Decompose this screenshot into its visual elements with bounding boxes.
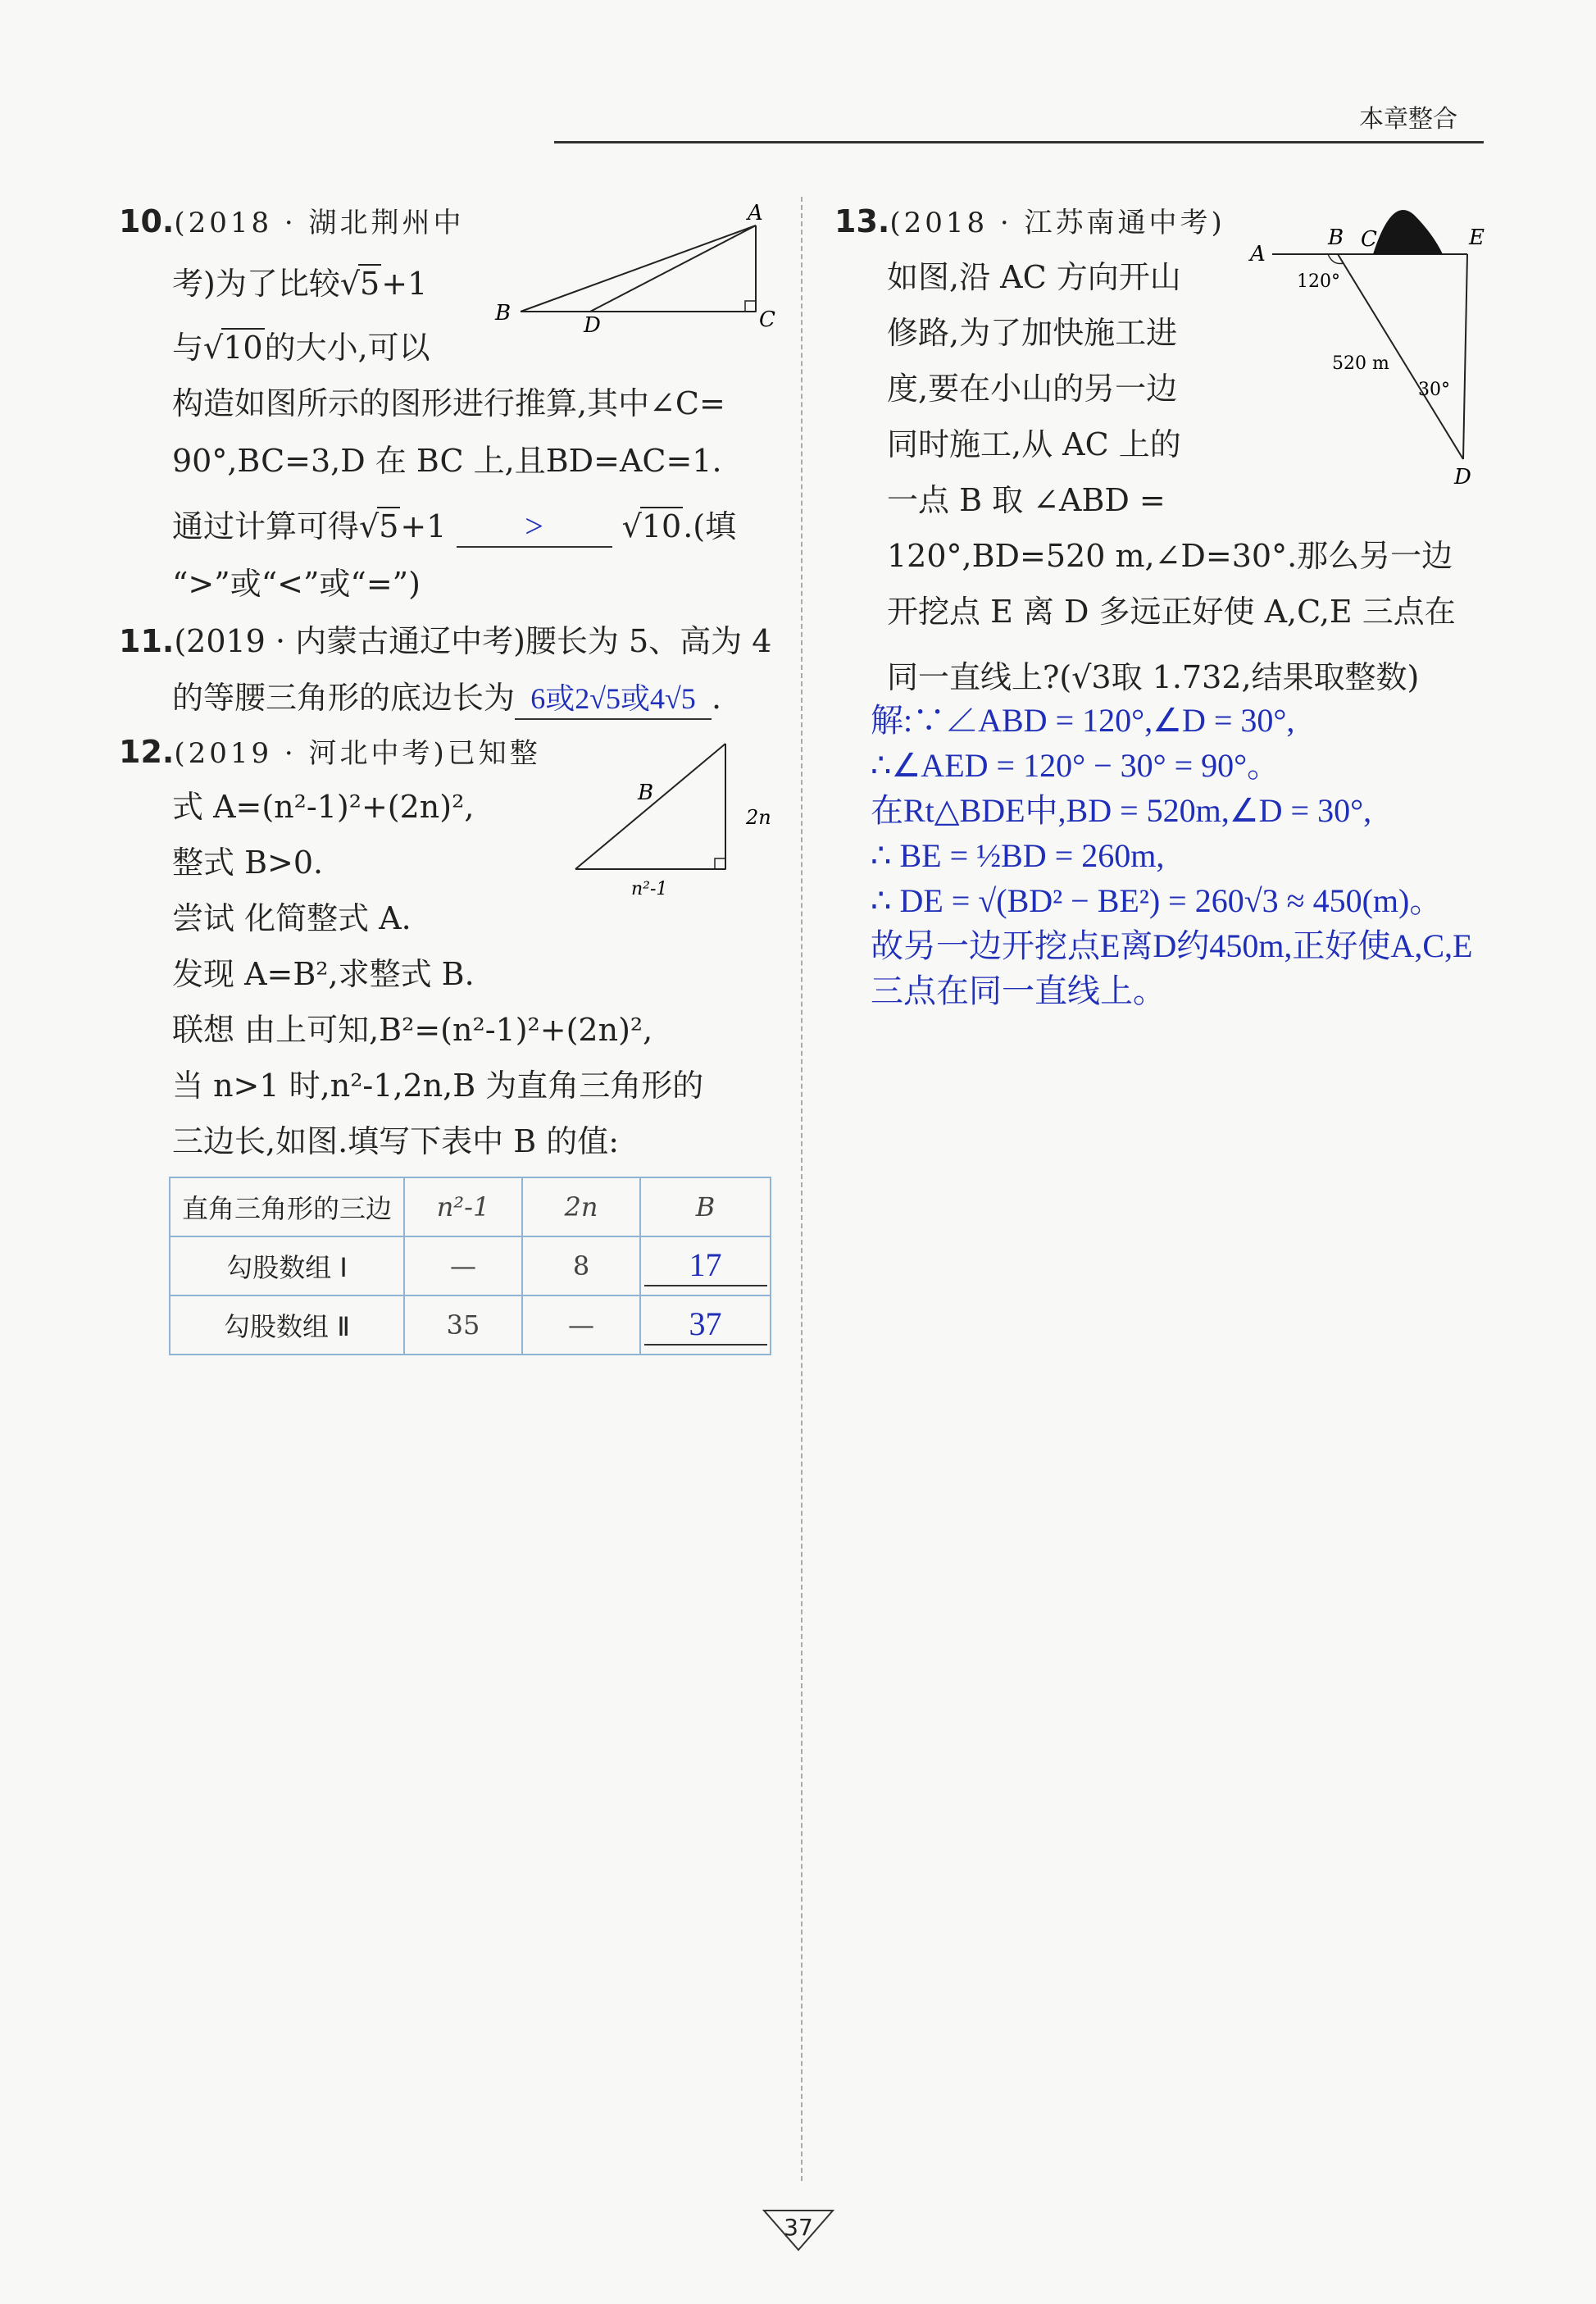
- q13-text-line6: 一点 B 取 ∠ABD =: [887, 482, 1166, 518]
- q13-text-line7: 120°,BD=520 m,∠D=30°.那么另一边: [887, 538, 1453, 574]
- q12-text-line3: 整式 B>0.: [172, 845, 324, 881]
- angle-label: 30°: [1418, 380, 1450, 400]
- solution-line: 三点在同一直线上。: [871, 972, 1166, 1009]
- mountain-icon: [1373, 210, 1443, 254]
- header-rule: [554, 141, 1484, 143]
- cell: —: [522, 1295, 640, 1355]
- solution-line: ∴ BE = ½BD = 260m,: [871, 837, 1165, 874]
- table-header: B: [640, 1177, 771, 1236]
- q12-text-line4: 尝试 化简整式 A.: [172, 900, 412, 936]
- q11-text-line2: 的等腰三角形的底边长为 6或2√5或4√5 .: [172, 679, 721, 720]
- label-C: C: [759, 307, 775, 332]
- cell: 8: [522, 1236, 640, 1295]
- question-source: (2019 · 河北中考)已知整: [174, 737, 541, 770]
- cell: 35: [404, 1295, 522, 1355]
- table-header: 直角三角形的三边: [170, 1177, 404, 1236]
- q12-answer-2: 37: [689, 1305, 722, 1342]
- solution-line: ∴ DE = √(BD² − BE²) = 260√3 ≈ 450(m)。: [871, 882, 1443, 919]
- question-source: (2018 · 湖北荆州中: [174, 207, 465, 239]
- label-E: E: [1469, 225, 1485, 250]
- question-source: (2018 · 江苏南通中考): [889, 207, 1225, 239]
- q13-figure: [1246, 197, 1508, 492]
- q13-text-line9: 同一直线上?(√3取 1.732,结果取整数): [887, 659, 1420, 695]
- angle-label: 120°: [1297, 271, 1340, 292]
- q13-text-line4: 度,要在小山的另一边: [887, 371, 1178, 407]
- answer-cell: [640, 1236, 771, 1295]
- length-label: 520 m: [1332, 353, 1389, 374]
- q13-text-line3: 修路,为了加快施工进: [887, 315, 1178, 351]
- row-label: 勾股数组 Ⅰ: [170, 1236, 404, 1295]
- label-n2-1: n²-1: [631, 879, 668, 899]
- table-header: 2n: [522, 1177, 640, 1236]
- q12-text-line5: 发现 A=B²,求整式 B.: [172, 956, 475, 992]
- q10-text-line7: “>”或“<”或“=”): [172, 566, 421, 602]
- label-C: C: [1361, 227, 1377, 252]
- q10-figure: [492, 197, 787, 336]
- question-number: 11.: [119, 623, 175, 659]
- label-B: B: [638, 781, 654, 805]
- row-label: 勾股数组 Ⅱ: [170, 1295, 404, 1355]
- q12-text-line2: 式 A=(n²-1)²+(2n)²,: [172, 789, 475, 825]
- table-row: [170, 1295, 771, 1355]
- q12-text-line8: 三边长,如图.填写下表中 B 的值:: [172, 1123, 620, 1159]
- table-row: [170, 1236, 771, 1295]
- q12-table: [169, 1177, 771, 1355]
- solution-line: 解:∵∠ABD = 120°,∠D = 30°,: [871, 702, 1295, 739]
- label-D: D: [584, 313, 601, 336]
- label-A: A: [1250, 242, 1266, 266]
- chapter-title: 本章整合: [1359, 105, 1457, 134]
- solution-line: ∴∠AED = 120° − 30° = 90°。: [871, 747, 1280, 784]
- q12-text-line7: 当 n>1 时,n²-1,2n,B 为直角三角形的: [172, 1068, 704, 1104]
- q10-text-line6: 通过计算可得√5+1 > √10.(填: [172, 507, 736, 548]
- q13-text-line2: 如图,沿 AC 方向开山: [887, 259, 1181, 295]
- q12-figure: [566, 734, 795, 914]
- label-B: B: [1328, 225, 1344, 250]
- column-divider: [801, 197, 803, 2181]
- page-number: 37: [784, 2214, 813, 2241]
- q10-answer: >: [525, 508, 543, 544]
- q12-answer-1: 17: [689, 1246, 722, 1283]
- solution-line: 在Rt△BDE中,BD = 520m,∠D = 30°,: [871, 792, 1372, 829]
- q11-answer: 6或2√5或4√5: [530, 682, 696, 715]
- question-number: 12.: [119, 734, 175, 770]
- table-header: n²-1: [404, 1177, 522, 1236]
- label-2n: 2n: [746, 806, 771, 829]
- q11-text-line1: (2019 · 内蒙古通辽中考)腰长为 5、高为 4: [174, 623, 772, 659]
- question-number: 10.: [119, 203, 175, 239]
- label-D: D: [1454, 465, 1471, 489]
- q13-text-line5: 同时施工,从 AC 上的: [887, 426, 1181, 462]
- label-B: B: [495, 301, 512, 326]
- q10-text-line3: 与√10的大小,可以: [172, 330, 430, 366]
- cell: —: [404, 1236, 522, 1295]
- label-A: A: [748, 201, 763, 225]
- q10-text-line4: 构造如图所示的图形进行推算,其中∠C=: [172, 385, 725, 421]
- q13-text-line8: 开挖点 E 离 D 多远正好使 A,C,E 三点在: [887, 594, 1456, 630]
- q10-text-line2: 考)为了比较√5+1: [172, 266, 428, 302]
- q10-text-line5: 90°,BC=3,D 在 BC 上,且BD=AC=1.: [172, 443, 722, 479]
- question-number: 13.: [834, 203, 890, 239]
- q12-text-line6: 联想 由上可知,B²=(n²-1)²+(2n)²,: [172, 1012, 653, 1048]
- answer-cell: [640, 1295, 771, 1355]
- solution-line: 故另一边开挖点E离D约450m,正好使A,C,E: [871, 927, 1473, 964]
